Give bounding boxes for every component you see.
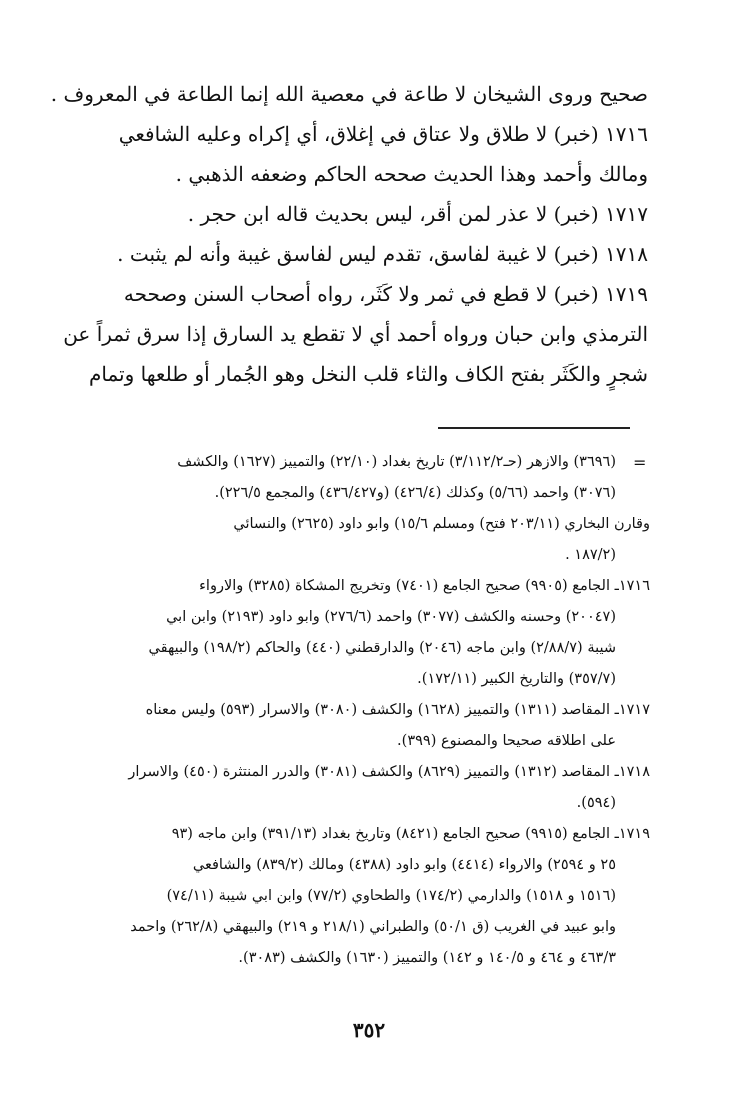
footnote-1718: ١٧١٨ـ المقاصد (١٣١٢) والتمييز (٨٦٢٩) والكشف (٣٠٨١) والدرر المنتثرة (٤٥٠) والاسرار bbox=[128, 764, 650, 780]
main-text-block bbox=[50, 82, 648, 402]
main-text-line: ومالك وأحمد وهذا الحديث صححه الحاكم وضعفه الذهبي . bbox=[175, 162, 648, 186]
footnote-line: على اطلاقه صحيحا والمصنوع (٣٩٩). bbox=[397, 733, 616, 749]
footnote-1716: ١٧١٦ـ الجامع (٩٩٠٥) صحيح الجامع (٧٤٠١) وتخريج المشكاة (٣٢٨٥) والارواء bbox=[199, 578, 650, 594]
main-text-line: شجرٍ والكَثَر بفتح الكاف والثاء قلب النخل وهو الجُمار أو طلعها وتمام bbox=[88, 362, 648, 386]
footnote-separator-rule bbox=[438, 427, 630, 429]
footnote-1719: ١٧١٩ـ الجامع (٩٩١٥) صحيح الجامع (٨٤٢١) وتاريخ بغداد (٣٩١/١٣) وابن ماجه (٩٣ bbox=[171, 826, 650, 842]
footnote-line: ٢٥ و ٢٥٩٤) والارواء (٤٤١٤) وابو داود (٤٣٨٨) ومالك (٨٣٩/٢) والشافعي bbox=[192, 857, 616, 873]
entry-1716-line: ١٧١٦ (خبر) لا طلاق ولا عتاق في إغلاق، أي إكراه وعليه الشافعي bbox=[118, 122, 648, 146]
continuation-mark: = bbox=[633, 453, 647, 472]
footnote-line: (١٥١٦ و ١٥١٨) والدارمي (١٧٤/٢) والطحاوي (٧٧/٢) وابن ابي شيبة (٧٤/١١) bbox=[166, 888, 616, 904]
entry-1718-line: ١٧١٨ (خبر) لا غيبة لفاسق، تقدم ليس لفاسق غيبة وأنه لم يثبت . bbox=[117, 242, 648, 266]
footnote-1717: ١٧١٧ـ المقاصد (١٣١١) والتمييز (١٦٢٨) والكشف (٣٠٨٠) والاسرار (٥٩٣) وليس معناه bbox=[145, 702, 650, 718]
footnotes-block bbox=[68, 452, 650, 979]
page-number: ٣٥٢ bbox=[352, 1018, 386, 1042]
footnote-line: (١٨٧/٢ . bbox=[565, 547, 616, 563]
footnote-line: وابو عبيد في الغريب (ق ٥٠/١) والطبراني (٢١٨/١ و ٢١٩) والبيهقي (٢٦٢/٨) واحمد bbox=[130, 919, 616, 935]
entry-1719-line: ١٧١٩ (خبر) لا قطع في ثمر ولا كَثَر، رواه أصحاب السنن وصححه bbox=[123, 282, 648, 306]
footnote-line: شيبة (٢/٨٨/٧) وابن ماجه (٢٠٤٦) والدارقطني (٤٤٠) والحاكم (١٩٨/٢) والبيهقي bbox=[148, 640, 616, 656]
footnote-line: (٣٥٧/٧) والتاريخ الكبير (١٧٢/١١). bbox=[417, 671, 616, 687]
footnote-line: (٣٠٧٦) واحمد (٥/٦٦) وكذلك (٤٢٦/٤) (و٤٣٦/٤٢٧) والمجمع ٢٢٦/٥). bbox=[214, 485, 616, 501]
footnote-line: وقارن البخاري (٢٠٣/١١ فتح) ومسلم ١٥/٦) وابو داود (٢٦٢٥) والنسائي bbox=[233, 516, 650, 532]
main-text-line: الترمذي وابن حبان ورواه أحمد أي لا تقطع يد السارق إذا سرق ثمراً عن bbox=[63, 322, 648, 346]
footnote-line: (٢٠٠٤٧) وحسنه والكشف (٣٠٧٧) واحمد (٢٧٦/٦) وابو داود (٢١٩٣) وابن ابي bbox=[166, 609, 616, 625]
footnote-line: (٥٩٤). bbox=[576, 795, 616, 811]
footnote-line: ٤٦٣/٣ و ٤٦٤ و ١٤٠/٥ و ١٤٢) والتمييز (١٦٣٠) والكشف (٣٠٨٣). bbox=[238, 950, 616, 966]
main-text-line: صحيح وروى الشيخان لا طاعة في معصية الله إنما الطاعة في المعروف . bbox=[50, 82, 648, 106]
footnote-line: (٣٦٩٦) والازهر (حـ٣/١١٢/٢) تاريخ بغداد (٢٢/١٠) والتمييز (١٦٢٧) والكشف bbox=[177, 454, 616, 470]
entry-1717-line: ١٧١٧ (خبر) لا عذر لمن أقر، ليس بحديث قاله ابن حجر . bbox=[187, 202, 648, 226]
